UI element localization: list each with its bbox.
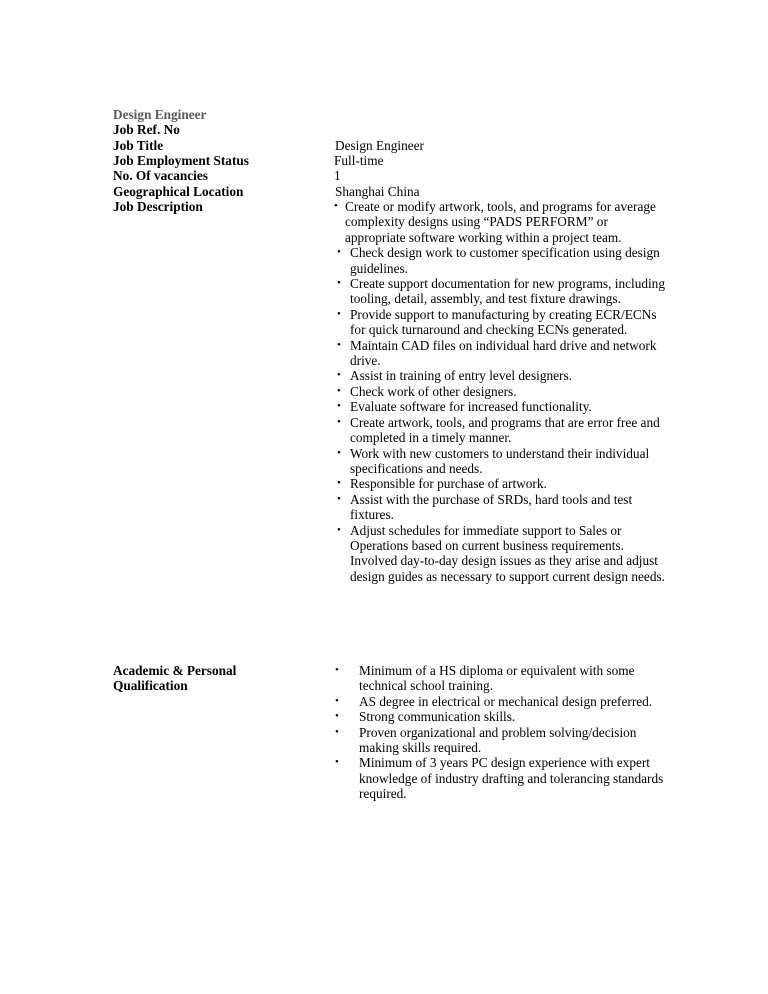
description-item: • Create or modify artwork, tools, and programs for average complexity designs using “PADS PERFORM” or appropriate software working within a project team. — [337, 199, 667, 245]
job-title-label: Job Title — [113, 138, 164, 153]
qualification-label: Academic & Personal Qualification — [113, 663, 237, 694]
qualification-item: • Strong communication skills. — [335, 709, 665, 724]
description-item: • Assist in training of entry level designers. — [337, 368, 667, 383]
job-ref-label: Job Ref. No — [113, 122, 180, 137]
qualification-item: • AS degree in electrical or mechanical design preferred. — [335, 694, 665, 709]
employment-status-value: Full-time — [334, 153, 384, 168]
description-item: • Create support documentation for new programs, including tooling, detail, assembly, and test fixture drawings. — [337, 276, 667, 307]
location-value: Shanghai China — [335, 184, 420, 199]
description-item: • Work with new customers to understand their individual specifications and needs. — [337, 446, 667, 477]
description-item: • Responsible for purchase of artwork. — [337, 476, 667, 491]
vacancies-value: 1 — [334, 168, 341, 183]
location-label: Geographical Location — [113, 184, 244, 199]
description-item: • Provide support to manufacturing by creating ECR/ECNs for quick turnaround and checking ECNs generated. — [337, 307, 667, 338]
document-title: Design Engineer — [113, 107, 207, 122]
employment-status-label: Job Employment Status — [113, 153, 249, 168]
job-description-label: Job Description — [113, 199, 203, 214]
description-item: • Create artwork, tools, and programs that are error free and completed in a timely manner. — [337, 415, 667, 446]
description-item: • Check work of other designers. — [337, 384, 667, 399]
qualification-list — [335, 663, 665, 802]
description-item: • Maintain CAD files on individual hard drive and network drive. — [337, 338, 667, 369]
description-item: • Check design work to customer specification using design guidelines. — [337, 245, 667, 276]
description-item: • Adjust schedules for immediate support to Sales or Operations based on current business requirements. Involved day-to-day design issues as they arise and adjust design guides as necessary to support current design needs. — [337, 523, 667, 585]
job-description-list — [337, 199, 667, 584]
description-item: • Evaluate software for increased functionality. — [337, 399, 667, 414]
job-title-value: Design Engineer — [335, 138, 424, 153]
description-item: • Assist with the purchase of SRDs, hard tools and test fixtures. — [337, 492, 667, 523]
qualification-item: • Minimum of a HS diploma or equivalent with some technical school training. — [335, 663, 665, 694]
qualification-item: • Minimum of 3 years PC design experience with expert knowledge of industry drafting and tolerancing standards required. — [335, 755, 665, 801]
vacancies-label: No. Of vacancies — [113, 168, 208, 183]
qualification-item: • Proven organizational and problem solving/decision making skills required. — [335, 725, 665, 756]
